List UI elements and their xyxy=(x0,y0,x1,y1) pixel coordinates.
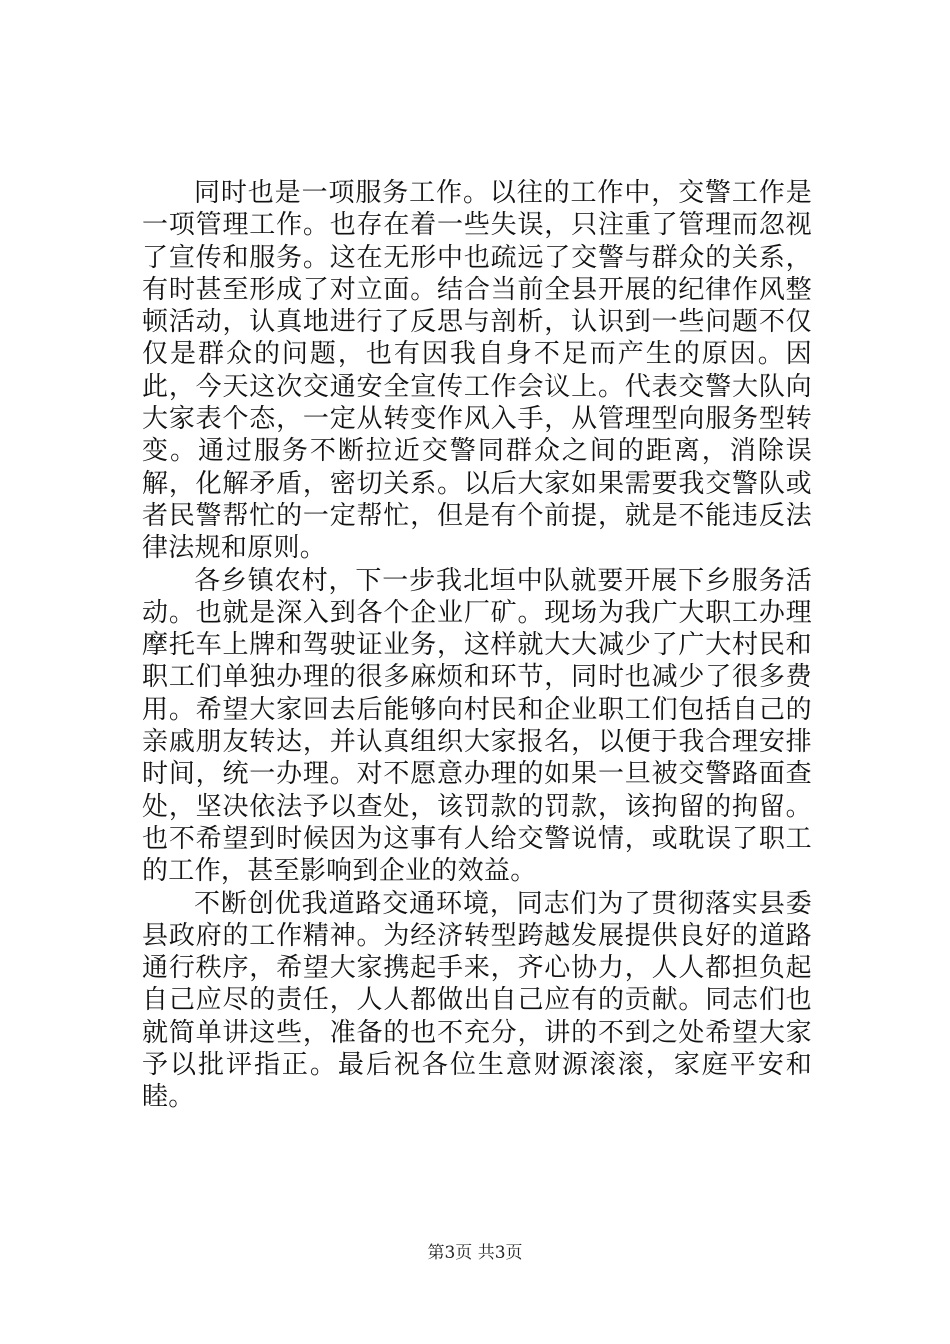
paragraph-2: 各乡镇农村，下一步我北垣中队就要开展下乡服务活动。也就是深入到各个企业厂矿。现场为我广大职工办理摩托车上牌和驾驶证业务，这样就大大减少了广大村民和职工们单独办理的很多麻烦和环节，同时也减少了很多费用。希望大家回去后能够向村民和企业职工们包括自己的亲戚朋友转达，并认真组织大家报名，以便于我合理安排时间，统一办理。对不愿意办理的如果一旦被交警路面查处，坚决依法予以查处，该罚款的罚款，该拘留的拘留。也不希望到时候因为这事有人给交警说情，或耽误了职工的工作，甚至影响到企业的效益。 xyxy=(142,565,812,887)
paragraph-1: 同时也是一项服务工作。以往的工作中，交警工作是一项管理工作。也存在着一些失误，只注重了管理而忽视了宣传和服务。这在无形中也疏远了交警与群众的关系，有时甚至形成了对立面。结合当前全县开展的纪律作风整顿活动，认真地进行了反思与剖析，认识到一些问题不仅仅是群众的问题，也有因我自身不足而产生的原因。因此，今天这次交通安全宣传工作会议上。代表交警大队向大家表个态，一定从转变作风入手，从管理型向服务型转变。通过服务不断拉近交警同群众之间的距离，消除误解，化解矛盾，密切关系。以后大家如果需要我交警队或者民警帮忙的一定帮忙，但是有个前提，就是不能违反法律法规和原则。 xyxy=(142,178,812,564)
document-body xyxy=(142,177,812,1114)
page-number-footer: 第3页 共3页 xyxy=(427,1243,523,1263)
paragraph-3: 不断创优我道路交通环境，同志们为了贯彻落实县委县政府的工作精神。为经济转型跨越发展提供良好的道路通行秩序，希望大家携起手来，齐心协力，人人都担负起自己应尽的责任，人人都做出自己应有的贡献。同志们也就简单讲这些，准备的也不充分，讲的不到之处希望大家予以批评指正。最后祝各位生意财源滚滚，家庭平安和睦。 xyxy=(142,888,812,1113)
